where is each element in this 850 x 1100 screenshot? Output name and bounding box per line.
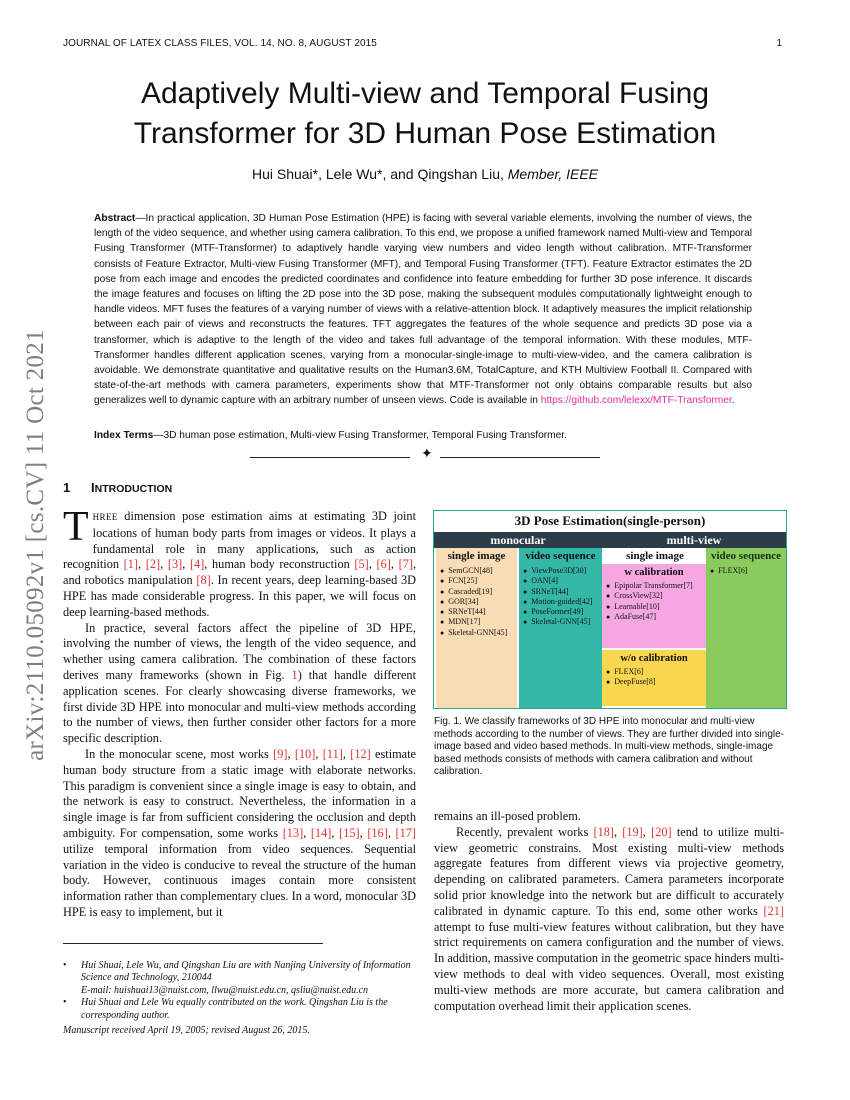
citation-link[interactable]: [4] <box>189 557 205 572</box>
list-item: ● PoseFormer[49] <box>523 607 602 617</box>
section-number: 1 <box>63 480 71 495</box>
abstract <box>94 211 752 409</box>
list-item: ● Motion-guided[42] <box>523 597 602 607</box>
citation-link[interactable]: [16] <box>367 825 388 840</box>
running-head: JOURNAL OF LATEX CLASS FILES, VOL. 14, NO. 8, AUGUST 2015 <box>63 38 377 49</box>
text-run: estimate human body structure from a static image with elaborate networks. This paradigm is convenient since a single image is easy to obtain, and the network is easy to construct. Nevertheless, the information in a single image is far from sufficient considering the occlusion and depth ambiguity. For compensation, some works <box>63 746 417 840</box>
mv-single-image-header: single image <box>626 550 684 562</box>
text-run: , and robotics manipulation <box>63 557 417 588</box>
mv-video-sequence-cell <box>706 548 786 708</box>
text-run: tend to utilize multi-view geometric constrains. Most existing multi-view methods aggregate features from different views via projective geometry, depending on calibrated parameters. Camera parameters incorporate solid prior knowledge into the network but are difficult to accurately calibrated in dynamic capture. To this end, some other works <box>434 824 785 918</box>
citation-link[interactable]: [14] <box>310 825 332 840</box>
citation-link[interactable]: [9] <box>273 746 288 761</box>
authors <box>60 166 790 182</box>
list-item: ● MDN[17] <box>440 617 517 627</box>
list-item: ● FCN[25] <box>440 576 517 586</box>
list-item: ● CrossView[32] <box>606 591 706 601</box>
citation-link[interactable]: [19] <box>622 824 643 839</box>
left-column <box>63 504 417 921</box>
abstract-end: . <box>731 395 735 407</box>
citation-link[interactable]: [15] <box>339 825 360 840</box>
intro-paragraph-2 <box>63 621 416 747</box>
text-run: attempt to fuse multi-view features without calibration, but they have strict requirements on camera configuration and the number of views. In addition, massive computation in the geometric space hinders multi-view methods to deal with video sequences. Overall, most existing multi-view methods are more accurate, but camera calibration and computation overhead limit their application scenes. <box>434 919 784 1013</box>
list-item: ● Learnable[10] <box>606 602 706 612</box>
text-run: utilize temporal information from video sequences. Sequential variation in the video is conducive to reveal the structure of the human body. However, continuous images contain more consistent information rather than complementary clues. In a word, monocular 3D HPE is easy to implement, but it <box>63 841 416 919</box>
small-caps-word: HREE <box>92 512 118 522</box>
citation-link[interactable]: [6] <box>376 557 391 572</box>
footnote-contribution-text: Hui Shuai and Lele Wu equally contributed on the work. Qingshan Liu is the corresponding author. <box>81 997 388 1021</box>
citation-link[interactable]: [7] <box>398 557 413 572</box>
right-paragraph-1: remains an ill-posed problem. <box>434 809 581 823</box>
mv-video-sequence-header: video sequence <box>711 550 781 562</box>
citation-link[interactable]: [13] <box>282 825 304 840</box>
section-title-rest: NTRODUCTION <box>94 483 173 495</box>
abstract-label: Abstract <box>94 213 136 224</box>
page-number: 1 <box>776 38 782 49</box>
w-calibration-list <box>602 581 706 622</box>
text-run: . In recent years, deep learning-based 3D HPE has made considerable progress. In this paper, we will focus on deep learning-based methods. <box>63 573 416 619</box>
wo-calibration-list <box>602 667 706 688</box>
intro-paragraph-1: THREE dimension pose estimation aims at estimating 3D joint locations of human body parts from images or videos. It plays a fundamental role in many applications, such as action recognition [1], [2], [3], [4], human body reconstruction [5], [6], [7], and robotics manipulation [8]. In recent years, deep learning-based 3D HPE has made considerable progress. In this paper, we will focus on deep learning-based methods. <box>63 504 417 619</box>
text-run: dimension pose estimation aims at estimating 3D joint locations of human body parts from images or videos. It plays a fundamental role in many applications, such as action recognition <box>63 509 416 572</box>
citation-link[interactable]: [18] <box>593 824 614 839</box>
section-title-initial: I <box>91 480 95 495</box>
mono-video-sequence-header: video sequence <box>525 550 596 562</box>
section-separator <box>250 447 600 464</box>
index-terms-text: —3D human pose estimation, Multi-view Fusing Transformer, Temporal Fusing Transformer. <box>153 430 567 441</box>
drop-cap: T <box>63 504 89 550</box>
citation-link[interactable]: [8] <box>196 573 211 588</box>
w-calibration-header: w calibration <box>624 567 684 578</box>
index-terms <box>94 430 752 441</box>
arxiv-stamp-text: arXiv:2110.05092v1 [cs.CV] 11 Oct 2021 <box>22 329 49 761</box>
paper-title: Adaptively Multi-view and Temporal Fusing Transformer for 3D Human Pose Estimation <box>133 77 717 150</box>
list-item: ● FLEX[6] <box>710 566 786 576</box>
list-item: ● FLEX[6] <box>606 667 706 677</box>
right-paragraph-2: Recently, prevalent works [18], [19], [20] tend to utilize multi-view geometric constrains. Most existing multi-view methods aggregate features from different views via projective geometry, depending on calibrated parameters. Camera parameters incorporate solid prior knowledge into the network but are difficult to accurately calibrated in dynamic capture. To this end, some other works [21] attempt to fuse multi-view features without calibration, but they have strict requirements on camera configuration and the number of views. In addition, massive computation in the geometric space hinders multi-view methods to deal with video sequences. Overall, most existing multi-view methods are more accurate, but camera calibration and computation overhead limit their application scenes. <box>434 824 785 1013</box>
footnote-contribution <box>63 997 416 1022</box>
manuscript-note: Manuscript received April 19, 2005; revised August 26, 2015. <box>63 1025 310 1036</box>
wo-calibration-cell <box>602 650 706 706</box>
section-heading-introduction <box>63 480 172 495</box>
citation-link[interactable]: [11] <box>322 746 343 761</box>
list-item: ● Skeletal-GNN[45] <box>523 617 602 627</box>
arxiv-stamp <box>6 290 66 800</box>
code-link[interactable]: https://github.com/lelexx/MTF-Transformer <box>540 395 732 407</box>
list-item: ● SRNeT[44] <box>440 607 517 617</box>
footnote-bullet: • <box>63 960 67 971</box>
footnote-bullet: • <box>63 997 67 1009</box>
footnote-affiliation-text: Hui Shuai, Lele Wu, and Qingshan Liu are with Nanjing University of Information Science and Technology, 210044 <box>81 960 411 984</box>
footnotes <box>63 960 416 1022</box>
author-membership: Member, IEEE <box>507 166 599 182</box>
mv-video-sequence-list <box>706 566 786 576</box>
footnote-affiliation <box>63 960 416 997</box>
wo-calibration-header: w/o calibration <box>620 653 688 664</box>
mono-single-image-list <box>436 566 517 638</box>
mono-video-sequence-list <box>519 566 602 628</box>
citation-link[interactable]: [20] <box>651 824 672 839</box>
list-item: ● Epipolar Transformer[7] <box>606 581 706 591</box>
separator-line-right <box>440 457 600 458</box>
monocular-band: monocular <box>434 532 602 548</box>
intro-paragraph-3: In the monocular scene, most works [9], [10], [11], [12] estimate human body structure from a static image with elaborate networks. This paradigm is convenient since a single image is easy to obtain, and the network is easy to construct. Nevertheless, the information in a single image is far from sufficient considering the occlusion and depth ambiguity. For compensation, some works [13], [14], [15], [16], [17] utilize temporal information from video sequences. Sequential variation in the video is conducive to reveal the structure of the human body. However, continuous images contain more consistent information rather than complementary clues. In a word, monocular 3D HPE is easy to implement, but it <box>63 746 417 919</box>
list-item: ● Skeletal-GNN[45] <box>440 628 517 638</box>
citation-link[interactable]: [12] <box>350 746 371 761</box>
list-item: ● SemGCN[48] <box>440 566 517 576</box>
citation-link[interactable]: [3] <box>167 557 183 572</box>
list-item: ● DeepFuse[8] <box>606 677 706 687</box>
footnote-rule <box>63 943 323 944</box>
citation-link[interactable]: [1] <box>123 557 139 572</box>
separator-line-left <box>250 457 410 458</box>
citation-link[interactable]: [5] <box>354 557 369 572</box>
figure-caption: Fig. 1. We classify frameworks of 3D HPE into monocular and multi-view methods according to the number of views. They are further divided into single-image based and video based methods. In multi-view methods, single-image based methods consists of methods with camera calibration and without calibration. <box>434 716 784 778</box>
list-item: ● SRNeT[44] <box>523 587 602 597</box>
separator-diamond-icon: ✦ <box>421 447 433 462</box>
footnote-email: E-mail: huishuai13@nuist.com, llwu@nuist.edu.cn, qsliu@nuist.edu.cn <box>81 984 369 996</box>
figure-title: 3D Pose Estimation(single-person) <box>514 513 706 528</box>
list-item: ● Cascaded[19] <box>440 587 517 597</box>
list-item: ● OAN[4] <box>523 576 602 586</box>
citation-link[interactable]: [10] <box>294 746 316 761</box>
w-calibration-cell <box>602 564 706 648</box>
mono-video-sequence-cell <box>519 548 602 708</box>
text-run: ) that handle different application scenes. For clearly showcasing diverse frameworks, we first divide 3D HPE into monocular and multi-view methods according to the number of views, then further consider other factors for a more specific description. <box>63 667 416 746</box>
index-terms-label: Index Terms <box>94 430 154 441</box>
right-column <box>434 809 784 1014</box>
text-run: In practice, several factors affect the pipeline of 3D HPE, involving the number of views, the length of the video sequence, and whether using camera calibration. The combination of these factors derives many frameworks (shown in Fig. <box>63 620 416 682</box>
list-item: ● AdaFuse[47] <box>606 612 706 622</box>
text-run: , human body reconstruction <box>204 557 355 572</box>
list-item: ● GOR[34] <box>440 597 517 607</box>
mono-single-image-cell <box>436 548 517 708</box>
citation-link[interactable]: [21] <box>763 903 784 918</box>
author-names: Hui Shuai*, Lele Wu*, and Qingshan Liu, <box>251 166 508 182</box>
mono-single-image-header: single image <box>447 550 506 562</box>
citation-link[interactable]: [2] <box>145 557 161 572</box>
figure-link[interactable]: 1 <box>291 667 298 682</box>
list-item: ● ViewPose3D[30] <box>523 566 602 576</box>
multiview-band: multi-view <box>602 532 786 548</box>
figure-1-diagram <box>433 510 787 709</box>
citation-link[interactable]: [17] <box>395 825 417 840</box>
text-run: Recently, prevalent works <box>456 824 594 839</box>
text-run: In the monocular scene, most works <box>85 746 274 761</box>
abstract-text: —In practical application, 3D Human Pose Estimation (HPE) is facing with several variable elements, involving the number of views, the length of the video sequence, and whether using camera calibration. To this end, we propose a unified framework named Multi-view and Temporal Fusing Transformer (MTF-Transformer) to adaptively handle varying view numbers and video length without calibration. MTF-Transformer consists of Feature Extractor, Multi-view Fusing Transformer (MFT), and Temporal Fusing Transformer (TFT). Feature Extractor estimates the 2D pose from each image and encodes the predicted coordinates and confidence into feature embedding for further 3D pose inference. It discards the image features and focuses on lifting the 2D pose into the 3D pose, making the subsequent modules computationally lightweight enough to handle videos. MFT fuses the features of a varying number of views with a relative-attention block. It adaptively measures the implicit relationship between each pair of views and reconstructs the features. TFT aggregates the features of the whole sequence and predicts 3D pose via a transformer, which is adaptive to the length of the video and takes full advantage of the temporal information. With these modules, MTF-Transformer handles different application scenes, varying from a monocular-single-image to multi-view-video, and the camera calibration is avoidable. We demonstrate quantitative and qualitative results on the Human3.6M, TotalCapture, and KTH Multiview Football II. Compared with state-of-the-art methods with camera parameters, experiments show that MTF-Transformer not only obtains comparable results but also generalizes well to dynamic capture with an arbitrary number of unseen views. Code is available in <box>94 213 752 407</box>
